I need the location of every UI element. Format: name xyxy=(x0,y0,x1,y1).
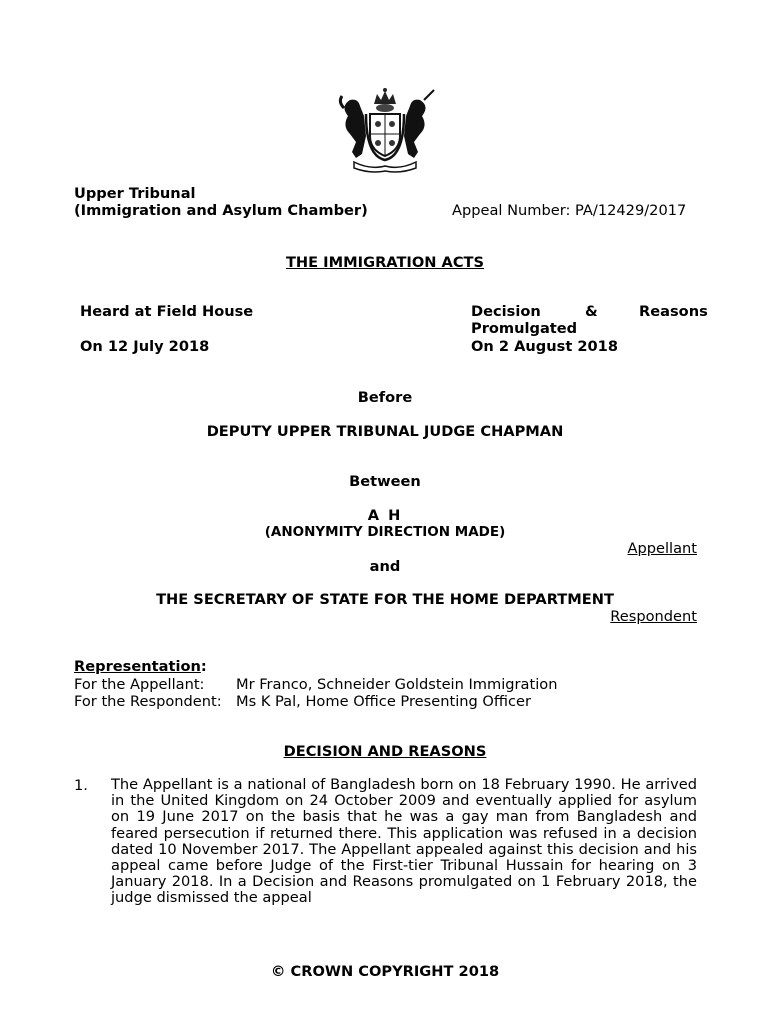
representation-heading: Representation: xyxy=(74,658,207,675)
decision-heading: DECISION AND REASONS xyxy=(283,743,487,760)
reasons-label: Reasons xyxy=(639,303,708,320)
before-label: Before xyxy=(357,389,413,406)
tribunal-name: Upper Tribunal xyxy=(74,185,196,202)
tribunal-chamber: (Immigration and Asylum Chamber) xyxy=(74,202,368,219)
appellant-rep-label: For the Appellant: xyxy=(74,676,205,693)
paragraph-number: 1. xyxy=(74,777,88,794)
decision-amp: & xyxy=(585,303,598,320)
footer-copyright: © CROWN COPYRIGHT 2018 xyxy=(270,963,500,980)
anonymity-direction: (ANONYMITY DIRECTION MADE) xyxy=(264,524,506,540)
respondent-rep: Ms K Pal, Home Office Presenting Officer xyxy=(236,693,531,710)
paragraph-text: The Appellant is a national of Bangladesh born on 18 February 1990. He arrived in the United Kingdom on 24 October 2009 and eventually applied for asylum on 19 June 2017 on the basis that he was a gay man from Bangladesh and feared persecution if returned there. This application was refused in a decision dated 10 November 2017. The Appellant appealed against this decision and his appeal came before Judge of the First-tier Tribunal Hussain for hearing on 3 January 2018. In a Decision and Reasons promulgated on 1 February 2018, the judge dismissed the appeal xyxy=(111,776,697,907)
respondent-role: Respondent xyxy=(610,608,697,625)
appellant-name: A H xyxy=(367,507,403,524)
judge-name: DEPUTY UPPER TRIBUNAL JUDGE CHAPMAN xyxy=(206,423,564,440)
and-label: and xyxy=(369,558,401,575)
heard-on: On 12 July 2018 xyxy=(80,338,210,355)
appellant-rep: Mr Franco, Schneider Goldstein Immigration xyxy=(236,676,558,693)
promulgated-label: Promulgated xyxy=(471,320,578,337)
decision-label: Decision xyxy=(471,303,541,320)
respondent-rep-label: For the Respondent: xyxy=(74,693,222,710)
acts-title: THE IMMIGRATION ACTS xyxy=(285,254,485,271)
promulgated-on: On 2 August 2018 xyxy=(471,338,618,355)
appeal-number: Appeal Number: PA/12429/2017 xyxy=(452,202,687,219)
between-label: Between xyxy=(349,473,421,490)
appellant-role: Appellant xyxy=(627,540,697,557)
heard-at: Heard at Field House xyxy=(80,303,254,320)
respondent-name: THE SECRETARY OF STATE FOR THE HOME DEPARTMENT xyxy=(156,591,614,608)
royal-coat-of-arms-icon xyxy=(330,86,440,174)
